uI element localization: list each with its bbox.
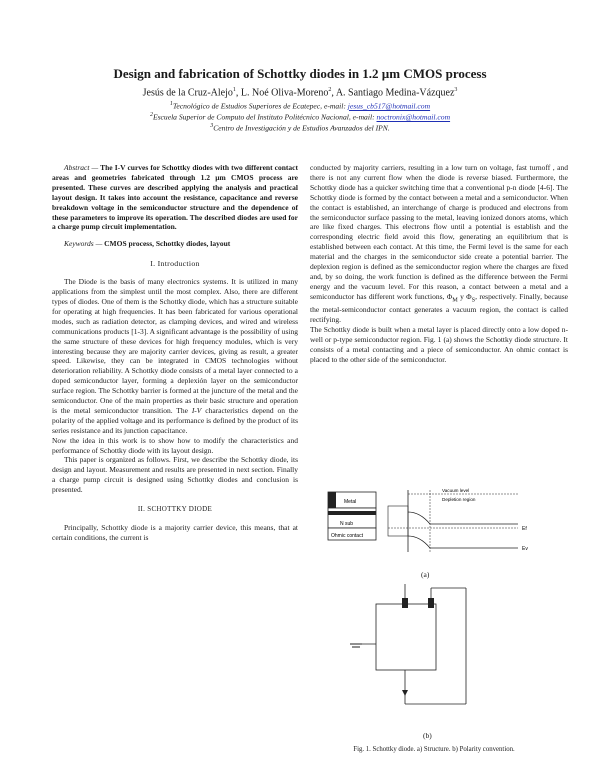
intro-paragraph-3: This paper is organized as follows. First, we describe the Schottky diode, its design and layout. Measurement and results are presented in next section. Finally a charge pump circuit is designed using Schottky diodes and conclusion is presented. bbox=[52, 455, 298, 495]
section-heading-schottky: II. SCHOTTKY DIODE bbox=[137, 505, 213, 514]
affiliation-text: Tecnológico de Estudios Superiores de Ecatepec, e-mail: bbox=[172, 101, 348, 111]
col2-text: conducted by majority carriers, resulting in a low turn on voltage, fast turnoff , and there is not any current flow when the diode is reverse biased. Furthermore, the Schottky diode has a quicker switching time that a conventional p-n diode [4-6]. The Schottky diode is formed by the contact between a metal and a semiconductor. When the contact is established, an interchange of charge is produced and electrons from the semiconductor surface passing to the metal, leaving ionized donors atoms, which are like fixed charges. This electrons flow until a potential is establish and the corresponding electric field avoid this flow, generating an equilibrium that is established between each contact. At this time, the Fermi level is the same for each material and the charges in the semiconductor side create a potential barrier. The deplexion region is defined as the semiconductor region where the charges are fixed and, by so doing, the work function is defined as the difference between the Fermi energy and the vacuum level. For this reason, a contact between a metal and a semiconductor has different work functions, Φ bbox=[310, 163, 568, 301]
keywords bbox=[52, 239, 298, 249]
current-arrow-icon bbox=[402, 690, 408, 696]
conduction-band bbox=[408, 512, 518, 524]
cathode-contact bbox=[428, 598, 434, 608]
affiliation-3 bbox=[0, 123, 600, 133]
abstract bbox=[52, 163, 298, 232]
author-1-sup: 1 bbox=[232, 87, 236, 93]
abstract-text: The I-V curves for Schottky diodes with two different contact areas and geometries fabricated through 1.2 µm CMOS process are presented. These curves are described applying the analysis and practical layout design. It takes into account the resistance, capacitance and reverse breakdown voltage in the semiconductor structure and the dependence of these parameters to improve its operation. The described diodes are used for a charge pump circuit implementation. bbox=[52, 163, 298, 232]
figure-1b-label: (b) bbox=[423, 731, 432, 740]
section-heading-introduction: I. Introduction bbox=[150, 259, 200, 269]
intro-paragraph-2: Now the idea in this work is to show how to modify the characteristics and performance of Schottky diode with its layout design. bbox=[52, 435, 298, 455]
keywords-label: Keywords — bbox=[64, 239, 103, 249]
affiliation-1 bbox=[0, 101, 600, 111]
intro-text: The Diode is the basis of many electronics systems. It is utilized in many applications from the simplest until the most complex. Also, there are different types of diodes. One of them is the Schottky diode, which has a structure suitable for operating at high frequencies. It has been fabricated for various operational modes, such as radiation detector, as clamping devices, and wired and wireless communications products [1-3]. A significant advantage is the possibility of using the same structure of these devices for high frequency modules, which is very interesting because they are majority carrier devices, giving as result, a greater speed. Likewise, they can be integrated in CMOS technologies without deterioration reliability. A Schottky diode consists of a metal layer connected to a doped semiconductor layer, forming a deplexión layer on the semiconductor surface region. The Schottky barrier is formed at the juncture of the metal and the semiconductor. One of the main properties as their basic structure and operation is the metal semiconductor transition. The bbox=[52, 277, 298, 415]
intro-paragraph-1 bbox=[52, 277, 298, 436]
ef-label: Ef bbox=[522, 526, 527, 532]
metal-label: Metal bbox=[344, 499, 357, 505]
col2-text: , respectively. Finally, because the metal-semiconductor contact generates a vacuum region, the contact is called rectifying. bbox=[310, 291, 569, 325]
keywords-text: CMOS process, Schottky diodes, layout bbox=[104, 239, 231, 249]
ohmic-label: Ohmic contact bbox=[331, 533, 363, 539]
affiliation-sup: 3 bbox=[210, 123, 214, 129]
left-column bbox=[52, 163, 298, 543]
depletion-band bbox=[328, 511, 376, 515]
email-link-2[interactable]: noctronix@hotmail.com bbox=[376, 112, 451, 122]
author-2-sup: 2 bbox=[328, 87, 332, 93]
ev-label: Ev bbox=[522, 546, 528, 552]
affiliation-sup: 1 bbox=[169, 101, 173, 107]
depletion-label: Depletion region bbox=[442, 497, 476, 502]
figure-1a bbox=[318, 484, 568, 570]
author-2: L. Noé Oliva-Moreno bbox=[240, 87, 329, 99]
nsub-label: N sub bbox=[340, 521, 354, 527]
author-3-sup: 3 bbox=[454, 87, 458, 93]
schottky-paragraph-1: Principally, Schottky diode is a majority carrier device, this means, that at certain conditions, the current is bbox=[52, 523, 298, 542]
email-link-1[interactable]: jesus_cb517@hotmail.com bbox=[347, 101, 431, 111]
figure-1b bbox=[336, 584, 536, 724]
metal-band-box bbox=[388, 506, 408, 536]
vacuum-level-label: Vacuum level bbox=[442, 488, 470, 493]
iv-term: I-V bbox=[191, 405, 202, 415]
affiliation-sup: 2 bbox=[149, 112, 153, 118]
author-1: Jesús de la Cruz-Alejo bbox=[142, 87, 233, 99]
figure-caption: Fig. 1. Schottky diode. a) Structure. b) Polarity convention. bbox=[353, 746, 515, 753]
phi-m-sub: M bbox=[452, 296, 458, 304]
device-body bbox=[376, 604, 436, 670]
intro-text: characteristics depend on the polarity of the applied voltage and its performance is defined by the product of its series resistance and its junction capacitance. bbox=[52, 405, 298, 435]
author-sep: , bbox=[331, 87, 336, 99]
phi-s-sub: S bbox=[471, 296, 476, 304]
affiliation-text: Escuela Superior de Computo del Instituto Politécnico Nacional, e-mail: bbox=[152, 112, 377, 122]
paper-title: Design and fabrication of Schottky diodes in 1.2 µm CMOS process bbox=[113, 66, 487, 81]
right-column bbox=[310, 163, 568, 365]
author-line bbox=[0, 87, 600, 98]
author-sep: , bbox=[235, 87, 241, 99]
valence-band bbox=[408, 536, 518, 548]
col2-paragraph-2: The Schottky diode is built when a metal layer is placed directly onto a low doped n-well or p-type semiconductor region. Fig. 1 (a) shows the Schottky diode structure. It consists of a metal contacting and a piece of semiconductor. An ohmic contact is placed to the other side of the semiconductor. bbox=[310, 325, 568, 364]
affiliation-text: Centro de Investigación y de Estudios Avanzados del IPN. bbox=[213, 123, 390, 133]
abstract-label: Abstract — bbox=[64, 163, 99, 172]
col2-text: y Φ bbox=[457, 291, 472, 301]
figure-1a-label: (a) bbox=[421, 570, 430, 579]
anode-contact bbox=[402, 598, 408, 608]
col2-paragraph-1 bbox=[310, 163, 568, 325]
affiliation-2 bbox=[0, 112, 600, 122]
metal-dark-edge bbox=[328, 492, 336, 508]
author-3: A. Santiago Medina-Vázquez bbox=[335, 87, 455, 99]
